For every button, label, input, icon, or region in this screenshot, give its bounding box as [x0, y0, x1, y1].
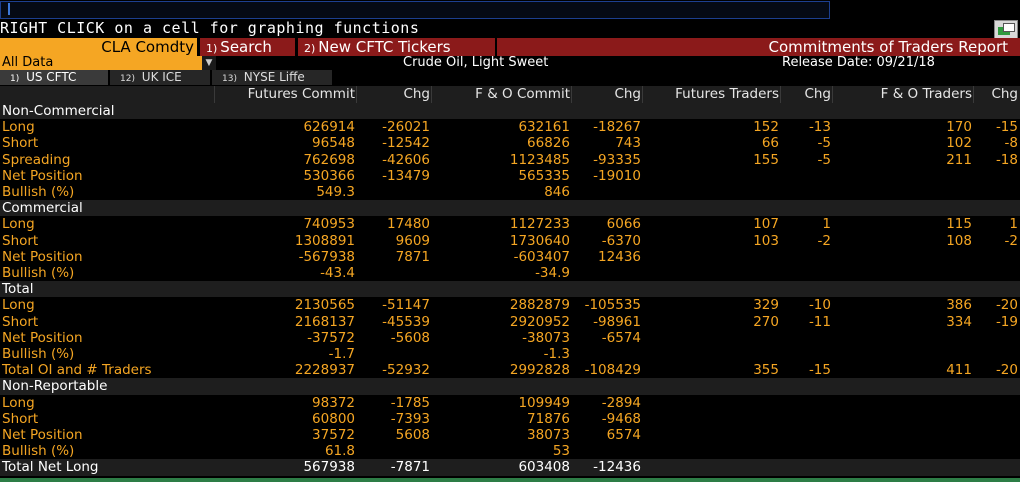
column-header[interactable]: F & O Commit	[431, 86, 574, 103]
section-header	[0, 281, 1020, 297]
table-cell[interactable]: -20	[995, 297, 1018, 314]
row-label: Net Position	[2, 167, 83, 184]
row-label: Total OI and # Traders	[2, 362, 152, 379]
table-cell[interactable]: -1785	[390, 394, 430, 411]
table-cell[interactable]: -12436	[593, 459, 641, 476]
row-label: Bullish (%)	[2, 184, 75, 200]
table-cell[interactable]: -1.3	[543, 346, 570, 362]
table-row	[0, 265, 1020, 281]
table-cell[interactable]: -42606	[382, 151, 430, 168]
table-row	[0, 362, 1020, 378]
table-cell[interactable]: -1.7	[328, 346, 355, 362]
table-cell[interactable]: 38073	[527, 427, 570, 443]
table-cell[interactable]: 355	[753, 362, 779, 379]
table-cell[interactable]: 7871	[395, 248, 430, 265]
table-cell[interactable]: -5608	[390, 329, 430, 346]
table-cell[interactable]: 632161	[518, 119, 570, 136]
table-cell[interactable]: 98372	[312, 394, 355, 411]
table-cell[interactable]: 2168137	[294, 313, 355, 330]
row-label: Long	[2, 394, 35, 411]
table-cell[interactable]: -105535	[584, 297, 641, 314]
table-cell[interactable]: -13479	[382, 167, 430, 184]
column-header[interactable]: Chg	[780, 86, 835, 103]
table-cell[interactable]: 2992828	[509, 362, 570, 379]
table-cell[interactable]: 102	[946, 135, 972, 152]
table-cell[interactable]: 743	[615, 135, 641, 152]
row-label: Net Position	[2, 427, 83, 443]
column-header[interactable]: F & O Traders	[832, 86, 976, 103]
table-cell[interactable]: 603408	[518, 459, 570, 476]
column-header[interactable]: Chg	[973, 86, 1020, 103]
table-cell[interactable]: -5	[817, 135, 831, 152]
tab-label: NYSE Liffe	[243, 70, 305, 84]
table-cell[interactable]: 1308891	[294, 232, 355, 249]
table-cell[interactable]: -19	[995, 313, 1018, 330]
row-label: Long	[2, 297, 35, 314]
table-cell[interactable]: 567938	[303, 459, 355, 476]
table-cell[interactable]: 9609	[395, 232, 430, 249]
table-cell[interactable]: 270	[753, 313, 779, 330]
table-cell[interactable]: 846	[544, 184, 570, 200]
table-cell[interactable]: -15	[995, 119, 1018, 136]
command-bar	[0, 0, 1020, 20]
search-button[interactable]	[200, 38, 295, 56]
table-cell[interactable]: 60800	[312, 410, 355, 427]
table-cell[interactable]: 211	[946, 151, 972, 168]
section-label: Non-Reportable	[2, 378, 108, 395]
table-row	[0, 411, 1020, 427]
tab-number: 1)	[10, 74, 20, 84]
table-row	[0, 443, 1020, 459]
release-date: Release Date: 09/21/18	[782, 55, 935, 70]
table-cell[interactable]: -26021	[382, 119, 430, 136]
chart-export-icon[interactable]	[994, 20, 1018, 39]
table-cell[interactable]: -567938	[298, 248, 355, 265]
table-cell[interactable]: -19010	[593, 167, 641, 184]
row-label: Bullish (%)	[2, 265, 75, 281]
table-cell[interactable]: 565335	[518, 167, 570, 184]
table-cell[interactable]: -12542	[382, 135, 430, 152]
table-cell[interactable]: 71876	[527, 410, 570, 427]
table-cell[interactable]: -6574	[601, 329, 641, 346]
table-cell[interactable]: -9468	[601, 410, 641, 427]
table-cell[interactable]: 17480	[387, 216, 430, 233]
table-cell[interactable]: -2	[817, 232, 831, 249]
table-cell[interactable]: -98961	[593, 313, 641, 330]
cftc-button-label: New CFTC Tickers	[318, 38, 451, 56]
table-row	[0, 427, 1020, 443]
table-row	[0, 395, 1020, 411]
table-cell[interactable]: -13	[808, 119, 831, 136]
table-cell[interactable]: -43.4	[320, 265, 355, 281]
table-cell[interactable]: -7871	[390, 459, 430, 476]
column-header[interactable]: Futures Traders	[642, 86, 783, 103]
table-cell[interactable]: -2	[1004, 232, 1018, 249]
table-cell[interactable]: -20	[995, 362, 1018, 379]
table-cell[interactable]: 170	[946, 119, 972, 136]
table-cell[interactable]: -7393	[390, 410, 430, 427]
table-cell[interactable]: -34.9	[535, 265, 570, 281]
row-label: Short	[2, 232, 39, 249]
row-label: Long	[2, 216, 35, 233]
table-cell[interactable]: 1730640	[509, 232, 570, 249]
new-cftc-tickers-button[interactable]	[298, 38, 495, 56]
table-cell[interactable]: -93335	[593, 151, 641, 168]
table-cell[interactable]: 329	[753, 297, 779, 314]
table-cell[interactable]: 2920952	[509, 313, 570, 330]
table-cell[interactable]: 6574	[606, 427, 641, 443]
table-cell[interactable]: 2882879	[509, 297, 570, 314]
row-label: Bullish (%)	[2, 346, 75, 362]
cftc-button-number: 2)	[304, 42, 316, 55]
table-cell[interactable]: 152	[753, 119, 779, 136]
tab-uk-ice[interactable]	[110, 70, 210, 85]
data-filter-value: All Data	[2, 55, 54, 70]
table-cell[interactable]: 1	[1009, 216, 1018, 233]
row-label: Long	[2, 119, 35, 136]
table-cell[interactable]: 1127233	[509, 216, 570, 233]
column-header[interactable]: Futures Commit	[214, 86, 359, 103]
column-header[interactable]: Chg	[356, 86, 434, 103]
bottom-border	[0, 478, 1020, 482]
table-cell[interactable]: 66	[761, 135, 779, 152]
text-cursor	[8, 3, 10, 15]
table-cell[interactable]: -2894	[601, 394, 641, 411]
table-cell[interactable]: -52932	[382, 362, 430, 379]
table-cell[interactable]: 740953	[303, 216, 355, 233]
table-row	[0, 233, 1020, 249]
ticker-field[interactable]: CLA Comdty	[0, 38, 197, 56]
row-label: Short	[2, 313, 39, 330]
tab-label: US CFTC	[26, 70, 77, 84]
section-header	[0, 103, 1020, 119]
table-cell[interactable]: 61.8	[324, 443, 355, 460]
table-row	[0, 346, 1020, 362]
table-cell[interactable]: 108	[946, 232, 972, 249]
table-cell[interactable]: 66826	[527, 135, 570, 152]
search-button-number: 1)	[206, 42, 218, 55]
table-row	[0, 168, 1020, 184]
table-cell[interactable]: -108429	[584, 362, 641, 379]
table-row	[0, 297, 1020, 313]
search-button-label: Search	[220, 38, 272, 56]
table-cell[interactable]: 386	[946, 297, 972, 314]
row-label: Spreading	[2, 151, 71, 168]
tab-nyse-liffe[interactable]	[212, 70, 332, 85]
row-label: Bullish (%)	[2, 443, 75, 460]
section-label: Total	[2, 281, 34, 298]
table-cell[interactable]: 2130565	[294, 297, 355, 314]
table-cell[interactable]: -5	[817, 151, 831, 168]
tab-label: UK ICE	[141, 70, 182, 84]
table-cell[interactable]: 155	[753, 151, 779, 168]
row-label: Short	[2, 410, 39, 427]
section-label: Non-Commercial	[2, 103, 115, 119]
table-cell[interactable]: 115	[946, 216, 972, 233]
table-cell[interactable]: 37572	[312, 427, 355, 443]
chevron-down-icon[interactable]: ▼	[202, 56, 216, 70]
table-cell[interactable]: 334	[946, 313, 972, 330]
table-cell[interactable]: 762698	[303, 151, 355, 168]
tab-number: 12)	[120, 74, 135, 84]
table-cell[interactable]: 103	[753, 232, 779, 249]
command-input[interactable]	[0, 1, 830, 19]
commodity-name: Crude Oil, Light Sweet	[403, 55, 549, 70]
table-row	[0, 152, 1020, 168]
table-cell[interactable]: -10	[808, 297, 831, 314]
table-row	[0, 459, 1020, 475]
table-cell[interactable]: 1	[822, 216, 831, 233]
report-title: Commitments of Traders Report	[497, 38, 1020, 56]
section-label: Commercial	[2, 200, 83, 217]
table-cell[interactable]: -6370	[601, 232, 641, 249]
table-cell[interactable]: 1123485	[509, 151, 570, 168]
table-cell[interactable]: 53	[552, 443, 570, 460]
row-label: Net Position	[2, 329, 83, 346]
table-cell[interactable]: -603407	[513, 248, 570, 265]
table-row	[0, 135, 1020, 151]
table-cell[interactable]: -8	[1004, 135, 1018, 152]
section-header	[0, 378, 1020, 394]
table-cell[interactable]: 530366	[303, 167, 355, 184]
table-row	[0, 249, 1020, 265]
row-label: Total Net Long	[2, 459, 99, 476]
table-cell[interactable]: -18267	[593, 119, 641, 136]
table-cell[interactable]: 96548	[312, 135, 355, 152]
table-cell[interactable]: 109949	[518, 394, 570, 411]
table-cell[interactable]: -51147	[382, 297, 430, 314]
table-cell[interactable]: -15	[808, 362, 831, 379]
table-row	[0, 119, 1020, 135]
table-cell[interactable]: -18	[995, 151, 1018, 168]
table-row	[0, 330, 1020, 346]
table-row	[0, 184, 1020, 200]
table-cell[interactable]: 107	[753, 216, 779, 233]
row-label: Short	[2, 135, 39, 152]
table-cell[interactable]: 411	[946, 362, 972, 379]
table-cell[interactable]: 12436	[598, 248, 641, 265]
table-cell[interactable]: -11	[808, 313, 831, 330]
table-cell[interactable]: 549.3	[316, 184, 355, 200]
section-header	[0, 200, 1020, 216]
row-label: Net Position	[2, 248, 83, 265]
table-row	[0, 216, 1020, 232]
table-cell[interactable]: -38073	[522, 329, 570, 346]
table-cell[interactable]: 2228937	[294, 362, 355, 379]
table-cell[interactable]: 5608	[395, 427, 430, 443]
table-cell[interactable]: 626914	[303, 119, 355, 136]
graphing-hint: RIGHT CLICK on a cell for graphing functions	[0, 19, 420, 37]
data-filter-select[interactable]	[0, 56, 216, 70]
tab-number: 13)	[222, 74, 237, 84]
column-header[interactable]: Chg	[571, 86, 645, 103]
tab-us-cftc[interactable]	[0, 70, 108, 85]
table-cell[interactable]: 6066	[606, 216, 641, 233]
table-cell[interactable]: -37572	[307, 329, 355, 346]
table-header	[0, 86, 1020, 103]
table-row	[0, 314, 1020, 330]
table-cell[interactable]: -45539	[382, 313, 430, 330]
